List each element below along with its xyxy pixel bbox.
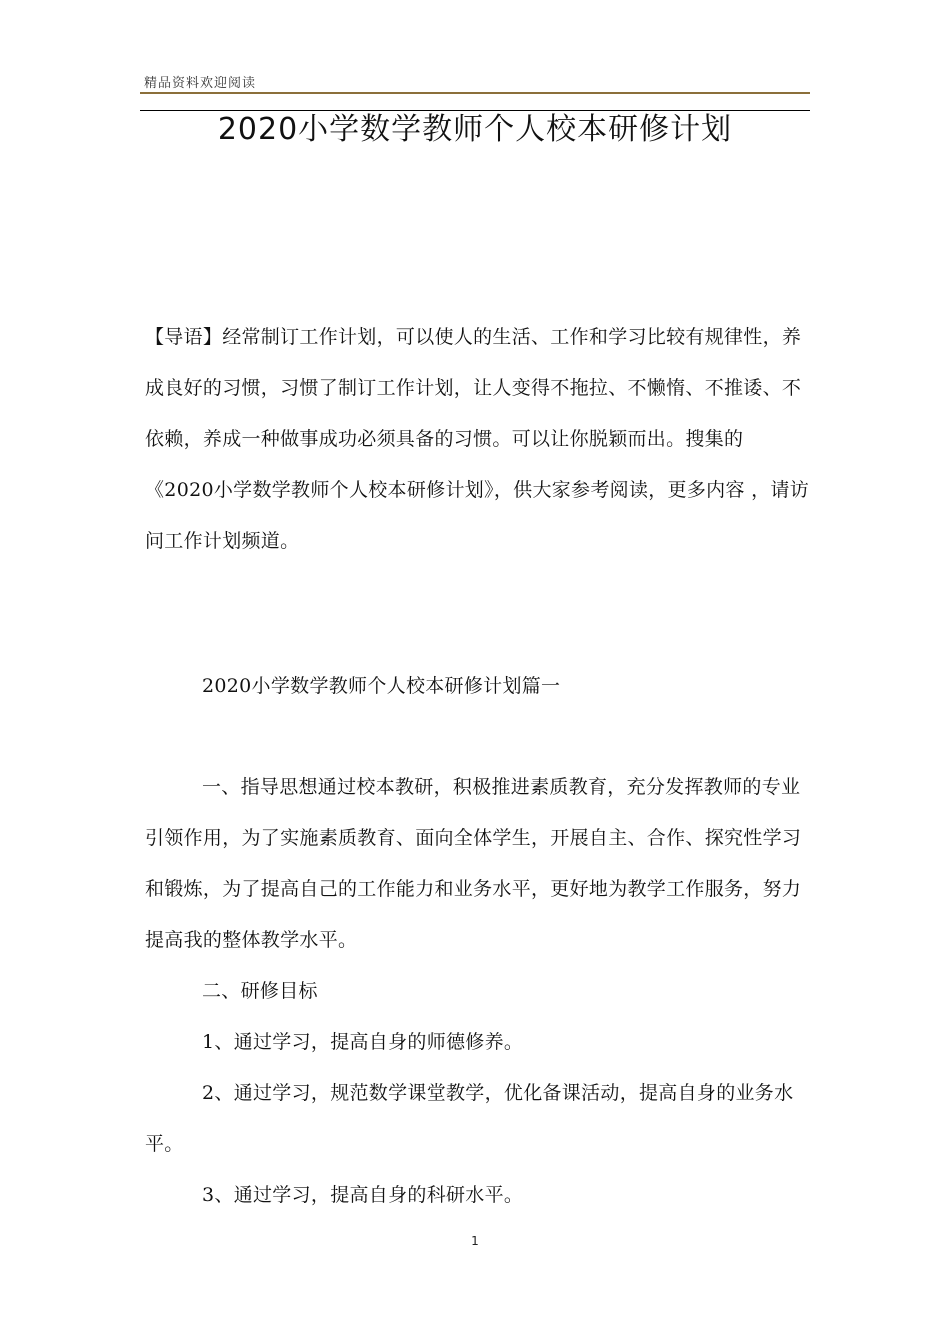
intro-paragraph: 【导语】经常制订工作计划，可以使人的生活、工作和学习比较有规律性，养成良好的习惯，习惯了制订工作计划，让人变得不拖拉、不懒惰、不推诿、不依赖，养成一种做事成功必须具备的习惯。可以让你脱颖而出。搜集的《2020小学数学教师个人校本研修计划》，供大家参考阅读，更多内容 ，请访问工作计划频道。 [145, 326, 809, 552]
spacer [145, 567, 811, 661]
document-title: 2020小学数学教师个人校本研修计划 [217, 112, 733, 147]
header-label: 精品资料欢迎阅读 [144, 76, 257, 91]
section-heading: 2020小学数学教师个人校本研修计划篇一 [202, 675, 561, 697]
body-paragraph: 二、研修目标 [202, 980, 318, 1002]
body-paragraph: 2、通过学习，规范数学课堂教学，优化备课活动，提高自身的业务水平。 [145, 1082, 794, 1155]
header-rule-thick [140, 92, 810, 94]
spacer [145, 712, 811, 762]
body-paragraph: 一、指导思想通过校本教研，积极推进素质教育，充分发挥教师的专业引领作用，为了实施素质教育、面向全体学生，开展自主、合作、探究性学习和锻炼，为了提高自己的工作能力和业务水平，更好地为教学工作服务，努力提高我的整体教学水平。 [145, 776, 802, 951]
document-body [145, 312, 811, 1221]
page-number: 1 [471, 1234, 479, 1248]
body-paragraph: 3、通过学习，提高自身的科研水平。 [202, 1184, 524, 1206]
body-paragraph: 1、通过学习，提高自身的师德修养。 [202, 1031, 524, 1053]
